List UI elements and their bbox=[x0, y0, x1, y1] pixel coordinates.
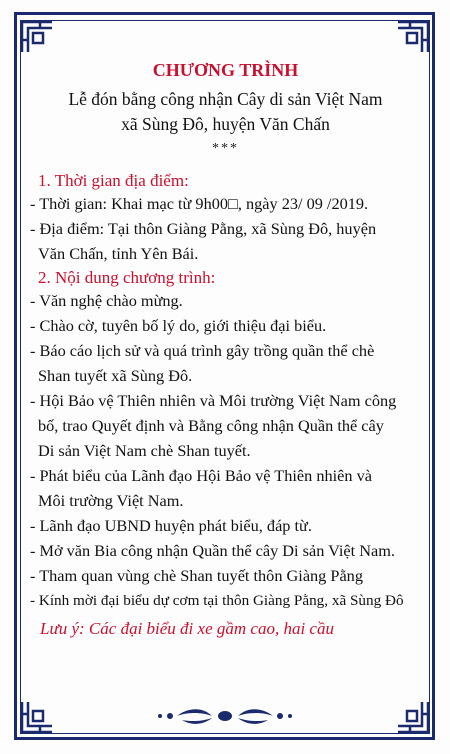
program-line: Di sản Việt Nam chè Shan tuyết. bbox=[38, 441, 251, 460]
program-line: - Báo cáo lịch sử và quá trình gây trồng quần thể chè bbox=[30, 341, 375, 360]
program-line: Môi trường Việt Nam. bbox=[38, 491, 184, 510]
program-content bbox=[28, 60, 423, 639]
program-line: - Chào cờ, tuyên bố lý do, giới thiệu đại biểu. bbox=[30, 316, 327, 335]
separator: *** bbox=[212, 141, 239, 156]
corner-ornament-icon bbox=[396, 700, 430, 734]
bottom-ornament-icon bbox=[150, 705, 300, 727]
program-line: - Địa điểm: Tại thôn Giàng Pằng, xã Sùng Đô, huyện bbox=[30, 219, 377, 238]
subtitle-line: Lễ đón bằng công nhận Cây di sản Việt Nam bbox=[68, 89, 383, 109]
corner-ornament-icon bbox=[396, 20, 430, 54]
program-line: - Phát biểu của Lãnh đạo Hội Bảo vệ Thiên nhiên và bbox=[30, 466, 372, 485]
program-line: - Mở văn Bia công nhận Quần thể cây Di sản Việt Nam. bbox=[30, 541, 395, 560]
program-line: Văn Chấn, tỉnh Yên Bái. bbox=[38, 244, 199, 263]
subtitle-line: xã Sùng Đô, huyện Văn Chấn bbox=[121, 114, 330, 134]
program-line: - Hội Bảo vệ Thiên nhiên và Môi trường Việt Nam công bbox=[30, 391, 397, 410]
corner-ornament-icon bbox=[20, 700, 54, 734]
section-time-place-lines bbox=[28, 191, 423, 266]
program-line: - Thời gian: Khai mạc từ 9h00□, ngày 23/ 09 /2019. bbox=[30, 194, 369, 213]
program-line: Shan tuyết xã Sùng Đô. bbox=[38, 366, 193, 385]
section-heading-time-place: 1. Thời gian địa điểm: bbox=[38, 171, 189, 190]
program-line: - Tham quan vùng chè Shan tuyết thôn Giàng Pằng bbox=[30, 566, 363, 585]
document-title: CHƯƠNG TRÌNH bbox=[152, 60, 299, 80]
section-heading-content: 2. Nội dung chương trình: bbox=[38, 268, 216, 287]
program-line: - Lãnh đạo UBND huyện phát biểu, đáp từ. bbox=[30, 516, 312, 535]
section-content-lines bbox=[28, 288, 423, 613]
corner-ornament-icon bbox=[20, 20, 54, 54]
note: Lưu ý: Các đại biểu đi xe gầm cao, hai cầu bbox=[40, 619, 334, 638]
program-line: bố, trao Quyết định và Bằng công nhận Quần thể cây bbox=[38, 416, 384, 435]
program-line: - Văn nghệ chào mừng. bbox=[30, 291, 183, 310]
program-line: - Kính mời đại biểu dự cơm tại thôn Giàng Pằng, xã Sùng Đô bbox=[30, 592, 404, 609]
document-subtitle bbox=[28, 87, 423, 137]
